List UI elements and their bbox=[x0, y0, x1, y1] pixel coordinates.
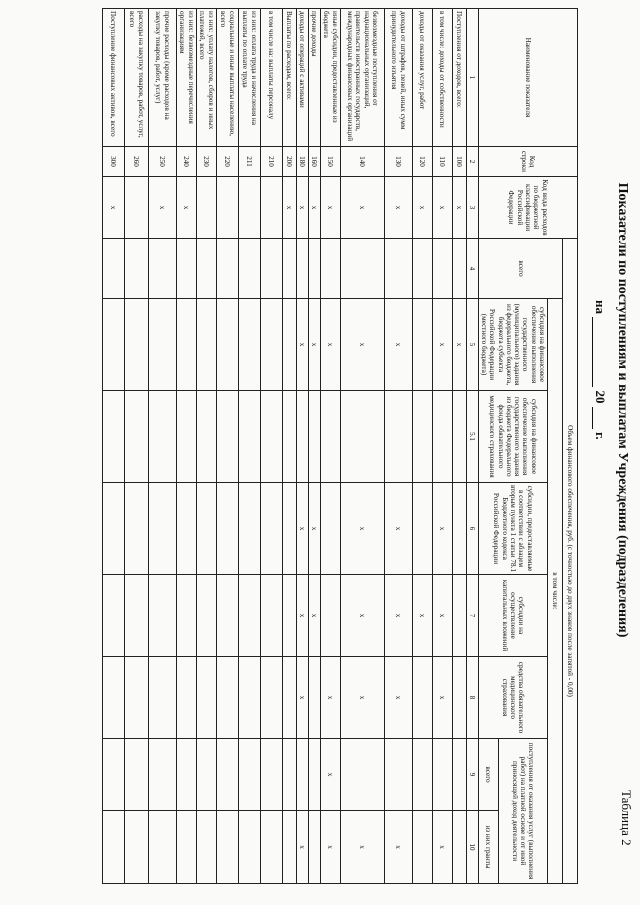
column-number-cell: 7 bbox=[466, 575, 478, 657]
date-year: 20 bbox=[593, 390, 608, 404]
column-number-cell: 1 bbox=[466, 9, 478, 147]
table-row bbox=[260, 9, 282, 884]
row-cell: x bbox=[340, 657, 384, 739]
row-cell: x bbox=[340, 483, 384, 575]
row-cell bbox=[102, 299, 124, 391]
row-cell bbox=[238, 177, 260, 239]
row-cell bbox=[148, 575, 176, 657]
row-name: расходы на закупку товаров, работ, услуг, всего bbox=[124, 9, 148, 147]
row-cell bbox=[238, 811, 260, 884]
row-code: 140 bbox=[340, 147, 384, 177]
row-cell bbox=[282, 299, 296, 391]
table-row bbox=[216, 9, 238, 884]
row-name: Поступления от доходов, всего: bbox=[452, 9, 466, 147]
row-cell: x bbox=[308, 483, 320, 575]
row-code: 160 bbox=[308, 147, 320, 177]
header-c9group: поступления от оказания услуг (выполнения работ) на платной основе и от иной приносящей доход деятельности bbox=[498, 739, 547, 884]
row-cell: x bbox=[308, 575, 320, 657]
row-code: 260 bbox=[124, 147, 148, 177]
row-cell: x bbox=[296, 811, 308, 884]
date-suffix: г. bbox=[593, 432, 608, 440]
row-cell bbox=[196, 739, 216, 811]
row-code: 180 bbox=[296, 147, 308, 177]
row-cell bbox=[412, 239, 432, 299]
row-name: иные субсидии, предоставленные из бюджета bbox=[320, 9, 340, 147]
row-cell: x bbox=[432, 575, 452, 657]
row-cell bbox=[308, 239, 320, 299]
row-cell bbox=[176, 239, 196, 299]
column-number-cell: 2 bbox=[466, 147, 478, 177]
row-cell: x bbox=[176, 177, 196, 239]
row-cell bbox=[340, 239, 384, 299]
row-cell bbox=[308, 811, 320, 884]
table-row bbox=[176, 9, 196, 884]
row-cell: x bbox=[308, 177, 320, 239]
row-cell bbox=[102, 575, 124, 657]
row-cell: x bbox=[296, 657, 308, 739]
table-row bbox=[124, 9, 148, 884]
row-cell: x bbox=[340, 177, 384, 239]
row-cell: x bbox=[384, 811, 412, 884]
row-cell bbox=[282, 811, 296, 884]
row-code: 220 bbox=[216, 147, 238, 177]
header-name: Наименование показателя bbox=[478, 9, 577, 147]
row-name: прочие расходы (кроме расходов на закупку товаров, работ, услуг) bbox=[148, 9, 176, 147]
table-row bbox=[384, 9, 412, 884]
row-cell: x bbox=[296, 575, 308, 657]
header-c5: субсидия на финансовое обеспечение выполнения государственного (муниципального) задания из федерального бюджета, бюджета субъекта Российской Федерации (местного бюджета) bbox=[478, 299, 547, 391]
row-cell bbox=[308, 391, 320, 483]
row-cell bbox=[238, 391, 260, 483]
row-cell bbox=[124, 299, 148, 391]
row-cell bbox=[452, 575, 466, 657]
table-row bbox=[296, 9, 308, 884]
table-row bbox=[340, 9, 384, 884]
row-cell: x bbox=[384, 657, 412, 739]
row-cell bbox=[238, 739, 260, 811]
row-cell bbox=[124, 483, 148, 575]
row-cell: x bbox=[432, 483, 452, 575]
row-cell bbox=[148, 299, 176, 391]
row-cell: x bbox=[384, 575, 412, 657]
row-cell: x bbox=[320, 657, 340, 739]
row-cell bbox=[260, 657, 282, 739]
row-cell bbox=[282, 657, 296, 739]
row-cell bbox=[432, 239, 452, 299]
table-row bbox=[148, 9, 176, 884]
row-cell bbox=[176, 575, 196, 657]
row-name: из них: безвозмездные перечисления организациям bbox=[176, 9, 196, 147]
row-cell: x bbox=[102, 177, 124, 239]
row-cell bbox=[320, 391, 340, 483]
row-cell bbox=[216, 239, 238, 299]
row-cell bbox=[124, 811, 148, 884]
row-cell bbox=[432, 739, 452, 811]
row-cell: x bbox=[384, 299, 412, 391]
row-cell bbox=[124, 575, 148, 657]
row-cell bbox=[176, 811, 196, 884]
table-row bbox=[412, 9, 432, 884]
row-cell bbox=[384, 739, 412, 811]
row-cell bbox=[308, 657, 320, 739]
row-cell: x bbox=[296, 177, 308, 239]
row-cell bbox=[260, 299, 282, 391]
row-cell bbox=[260, 177, 282, 239]
column-number-cell: 3 bbox=[466, 177, 478, 239]
row-cell bbox=[296, 391, 308, 483]
row-cell: x bbox=[432, 811, 452, 884]
row-cell bbox=[124, 739, 148, 811]
row-cell bbox=[148, 811, 176, 884]
row-cell bbox=[176, 299, 196, 391]
row-code: 250 bbox=[148, 147, 176, 177]
row-cell bbox=[124, 177, 148, 239]
row-cell bbox=[282, 575, 296, 657]
row-cell: x bbox=[384, 483, 412, 575]
row-cell bbox=[148, 657, 176, 739]
row-cell: x bbox=[282, 177, 296, 239]
row-name: доходы от штрафов, пеней, иных сумм принудительного изъятия bbox=[384, 9, 412, 147]
row-code: 150 bbox=[320, 147, 340, 177]
row-cell: x bbox=[320, 177, 340, 239]
row-name: безвозмездные поступления от наднациональных организаций, правительств иностранных государств, международных финансовых организаций bbox=[340, 9, 384, 147]
row-cell bbox=[282, 739, 296, 811]
header-c8: средства обязательного медицинского страхования bbox=[478, 657, 547, 739]
row-cell: x bbox=[412, 575, 432, 657]
row-cell bbox=[102, 657, 124, 739]
table-row bbox=[320, 9, 340, 884]
row-cell bbox=[296, 239, 308, 299]
row-cell bbox=[148, 483, 176, 575]
header-c7: субсидии на осуществление капитальных вложений bbox=[478, 575, 547, 657]
column-number-cell: 8 bbox=[466, 657, 478, 739]
date-prefix: на bbox=[593, 300, 608, 314]
row-cell: x bbox=[320, 739, 340, 811]
row-cell: x bbox=[452, 177, 466, 239]
row-cell bbox=[260, 575, 282, 657]
column-number-cell: 10 bbox=[466, 811, 478, 884]
row-cell: x bbox=[340, 575, 384, 657]
table-row bbox=[432, 9, 452, 884]
row-cell bbox=[296, 739, 308, 811]
column-number-cell: 5 bbox=[466, 299, 478, 391]
header-c10: из них гранты bbox=[478, 811, 498, 884]
row-cell bbox=[452, 391, 466, 483]
row-name: доходы от оказания услуг, работ bbox=[412, 9, 432, 147]
row-cell bbox=[320, 239, 340, 299]
row-code: 100 bbox=[452, 147, 466, 177]
row-cell bbox=[238, 299, 260, 391]
row-cell: x bbox=[432, 177, 452, 239]
row-cell bbox=[384, 239, 412, 299]
row-cell: x bbox=[384, 177, 412, 239]
report-table bbox=[102, 8, 578, 884]
column-number-cell: 5.1 bbox=[466, 391, 478, 483]
row-code: 210 bbox=[260, 147, 282, 177]
row-cell bbox=[452, 483, 466, 575]
row-cell bbox=[412, 391, 432, 483]
table-body bbox=[102, 9, 466, 884]
row-cell bbox=[176, 483, 196, 575]
column-number-row bbox=[466, 9, 478, 884]
row-cell: x bbox=[340, 811, 384, 884]
row-cell bbox=[320, 483, 340, 575]
page-title: Показатели по поступлениям и выплатам Учреждения (подразделения) bbox=[615, 182, 630, 638]
row-cell bbox=[340, 739, 384, 811]
column-number-cell: 6 bbox=[466, 483, 478, 575]
row-cell bbox=[102, 483, 124, 575]
row-cell bbox=[176, 391, 196, 483]
row-cell bbox=[196, 483, 216, 575]
table-row bbox=[282, 9, 296, 884]
row-code: 110 bbox=[432, 147, 452, 177]
row-cell bbox=[196, 811, 216, 884]
row-cell bbox=[148, 239, 176, 299]
row-name: в том числе: доходы от собственности bbox=[432, 9, 452, 147]
row-cell bbox=[452, 657, 466, 739]
row-cell bbox=[148, 391, 176, 483]
row-cell bbox=[216, 811, 238, 884]
row-cell bbox=[452, 811, 466, 884]
row-cell bbox=[102, 811, 124, 884]
header-kbk: Код вида расходов по бюджетной классификации Российской Федерации bbox=[478, 177, 577, 239]
row-code: 300 bbox=[102, 147, 124, 177]
row-name: Поступление финансовых активов, всего bbox=[102, 9, 124, 147]
row-cell bbox=[282, 483, 296, 575]
row-cell: x bbox=[340, 299, 384, 391]
row-cell bbox=[340, 391, 384, 483]
row-cell bbox=[412, 299, 432, 391]
row-cell bbox=[196, 391, 216, 483]
row-cell bbox=[282, 239, 296, 299]
row-code: 211 bbox=[238, 147, 260, 177]
row-cell bbox=[260, 483, 282, 575]
row-cell bbox=[176, 657, 196, 739]
header-volume: Объем финансового обеспечения, руб. (с точностью до двух знаков после запятой - 0,00) bbox=[563, 239, 578, 884]
row-cell bbox=[176, 739, 196, 811]
row-name: доходы от операций с активами bbox=[296, 9, 308, 147]
row-cell bbox=[102, 391, 124, 483]
header-incl: в том числе: bbox=[548, 299, 563, 884]
row-cell: x bbox=[320, 811, 340, 884]
header-c6: субсидии, предоставляемые в соответствии с абзацем вторым пункта 1 статьи 78.1 Бюджетного кодекса Российской Федерации bbox=[478, 483, 547, 575]
row-name: социальные и иные выплаты населению, всего bbox=[216, 9, 238, 147]
table-row bbox=[308, 9, 320, 884]
row-cell bbox=[196, 575, 216, 657]
date-year-blank bbox=[592, 407, 604, 429]
row-cell bbox=[412, 483, 432, 575]
row-cell bbox=[148, 739, 176, 811]
row-code: 230 bbox=[196, 147, 216, 177]
row-cell: x bbox=[432, 299, 452, 391]
row-name: из них: уплату налогов, сборов и иных платежей, всего bbox=[196, 9, 216, 147]
row-cell: x bbox=[412, 177, 432, 239]
row-cell bbox=[216, 299, 238, 391]
row-cell bbox=[216, 739, 238, 811]
column-number-cell: 4 bbox=[466, 239, 478, 299]
row-code: 120 bbox=[412, 147, 432, 177]
date-day-blank bbox=[592, 317, 604, 387]
row-cell: x bbox=[452, 299, 466, 391]
row-cell bbox=[102, 239, 124, 299]
row-cell bbox=[124, 391, 148, 483]
row-cell bbox=[216, 657, 238, 739]
row-cell bbox=[196, 299, 216, 391]
table-row bbox=[452, 9, 466, 884]
row-cell bbox=[452, 239, 466, 299]
row-name: в том числе на: выплаты персоналу bbox=[260, 9, 282, 147]
header-code: Код строки bbox=[478, 147, 577, 177]
row-cell bbox=[196, 239, 216, 299]
row-cell bbox=[260, 391, 282, 483]
column-number-cell: 9 bbox=[466, 739, 478, 811]
row-code: 200 bbox=[282, 147, 296, 177]
row-name: из них: оплата труда и начисления на выплаты по оплате труда bbox=[238, 9, 260, 147]
row-cell bbox=[102, 739, 124, 811]
row-cell bbox=[260, 739, 282, 811]
row-cell bbox=[238, 575, 260, 657]
row-cell: x bbox=[296, 299, 308, 391]
table-row bbox=[102, 9, 124, 884]
row-cell bbox=[260, 239, 282, 299]
row-cell bbox=[124, 657, 148, 739]
row-cell: x bbox=[308, 299, 320, 391]
row-cell bbox=[282, 391, 296, 483]
row-cell bbox=[238, 483, 260, 575]
row-code: 240 bbox=[176, 147, 196, 177]
row-cell bbox=[124, 239, 148, 299]
row-cell: x bbox=[296, 483, 308, 575]
row-cell: x bbox=[432, 657, 452, 739]
row-cell bbox=[260, 811, 282, 884]
row-cell bbox=[238, 239, 260, 299]
row-cell: x bbox=[148, 177, 176, 239]
row-cell bbox=[384, 391, 412, 483]
row-name: Выплаты по расходам, всего: bbox=[282, 9, 296, 147]
row-cell bbox=[308, 739, 320, 811]
table-row bbox=[238, 9, 260, 884]
header-total: всего bbox=[478, 239, 562, 299]
row-code: 130 bbox=[384, 147, 412, 177]
row-cell bbox=[452, 739, 466, 811]
row-cell bbox=[412, 739, 432, 811]
header-c51: субсидия на финансовое обеспечение выполнения государственного задания из бюджета Федерального фонда обязательного медицинского страхования bbox=[478, 391, 547, 483]
row-cell bbox=[412, 811, 432, 884]
table-row bbox=[196, 9, 216, 884]
table-label: Таблица 2 bbox=[619, 790, 634, 846]
row-cell bbox=[238, 657, 260, 739]
row-cell bbox=[196, 657, 216, 739]
row-cell bbox=[216, 575, 238, 657]
date-line bbox=[592, 300, 608, 440]
row-cell bbox=[196, 177, 216, 239]
row-cell: x bbox=[320, 299, 340, 391]
row-cell bbox=[412, 657, 432, 739]
row-cell bbox=[432, 391, 452, 483]
header-c9: всего bbox=[478, 739, 498, 811]
row-cell bbox=[216, 483, 238, 575]
row-cell bbox=[216, 391, 238, 483]
row-cell bbox=[320, 575, 340, 657]
row-cell bbox=[216, 177, 238, 239]
row-name: прочие доходы bbox=[308, 9, 320, 147]
